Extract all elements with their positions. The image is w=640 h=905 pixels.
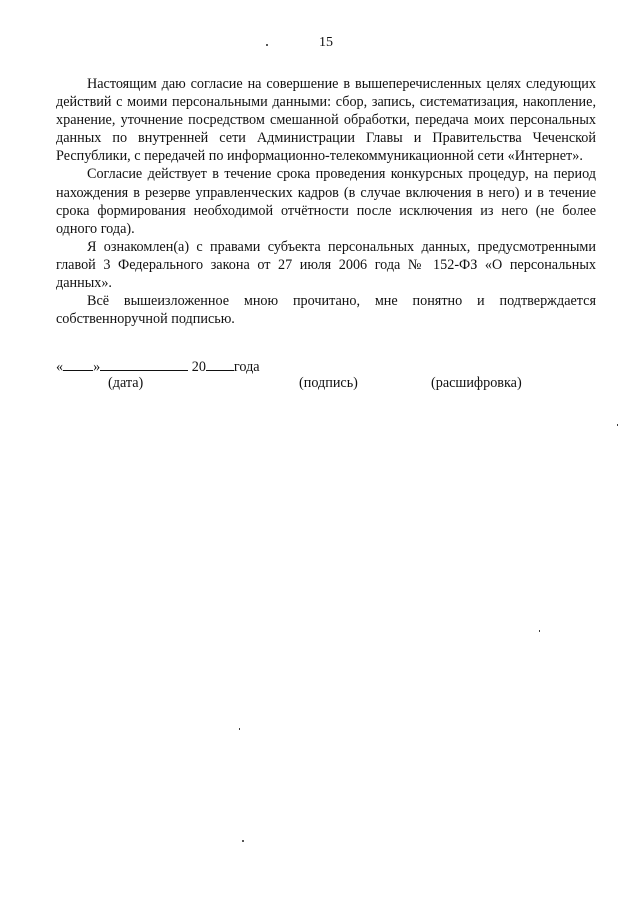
day-blank <box>63 356 93 371</box>
page-number: 15 <box>319 35 333 50</box>
year-prefix: 20 <box>191 359 206 375</box>
document-body <box>56 75 596 328</box>
consent-paragraph: Настоящим даю согласие на совершение в вышеперечисленных целях следующих действий с моими персональными данными: сбор, запись, систематизация, накопление, хранение, уточнение посредством смешанной обработки, передача моих персональных данных по внутренней сети Администрации Главы и Правительства Чеченской Республики, с передачей по информационно-телекоммуникационной сети «Интернет». <box>56 76 596 165</box>
scan-speck <box>239 728 240 730</box>
scan-speck <box>617 424 618 426</box>
year-blank <box>206 356 234 371</box>
close-quote: » <box>93 359 101 375</box>
month-blank <box>100 356 188 371</box>
open-quote: « <box>56 359 64 375</box>
scan-speck <box>242 840 244 842</box>
confirmation-paragraph: Всё вышеизложенное мною прочитано, мне понятно и подтверждается собственноручной подписью. <box>56 293 596 328</box>
signature-caption: (подпись) <box>299 375 358 391</box>
date-caption: (дата) <box>108 375 144 391</box>
signature-date-line <box>56 356 596 376</box>
year-suffix: года <box>233 359 260 375</box>
validity-paragraph: Согласие действует в течение срока проведения конкурсных процедур, на период нахождения в резерве управленческих кадров (в случае включения в него) и в течение срока формирования необходимой отчётности после исключения из него (не более одного года). <box>56 166 596 237</box>
decoding-caption: (расшифровка) <box>431 375 522 391</box>
scan-speck <box>539 630 540 632</box>
rights-paragraph: Я ознакомлен(а) с правами субъекта персональных данных, предусмотренными главой 3 Федерального закона от 27 июля 2006 года № 152-ФЗ «О персональных данных». <box>56 238 596 292</box>
scan-speck <box>266 44 268 46</box>
